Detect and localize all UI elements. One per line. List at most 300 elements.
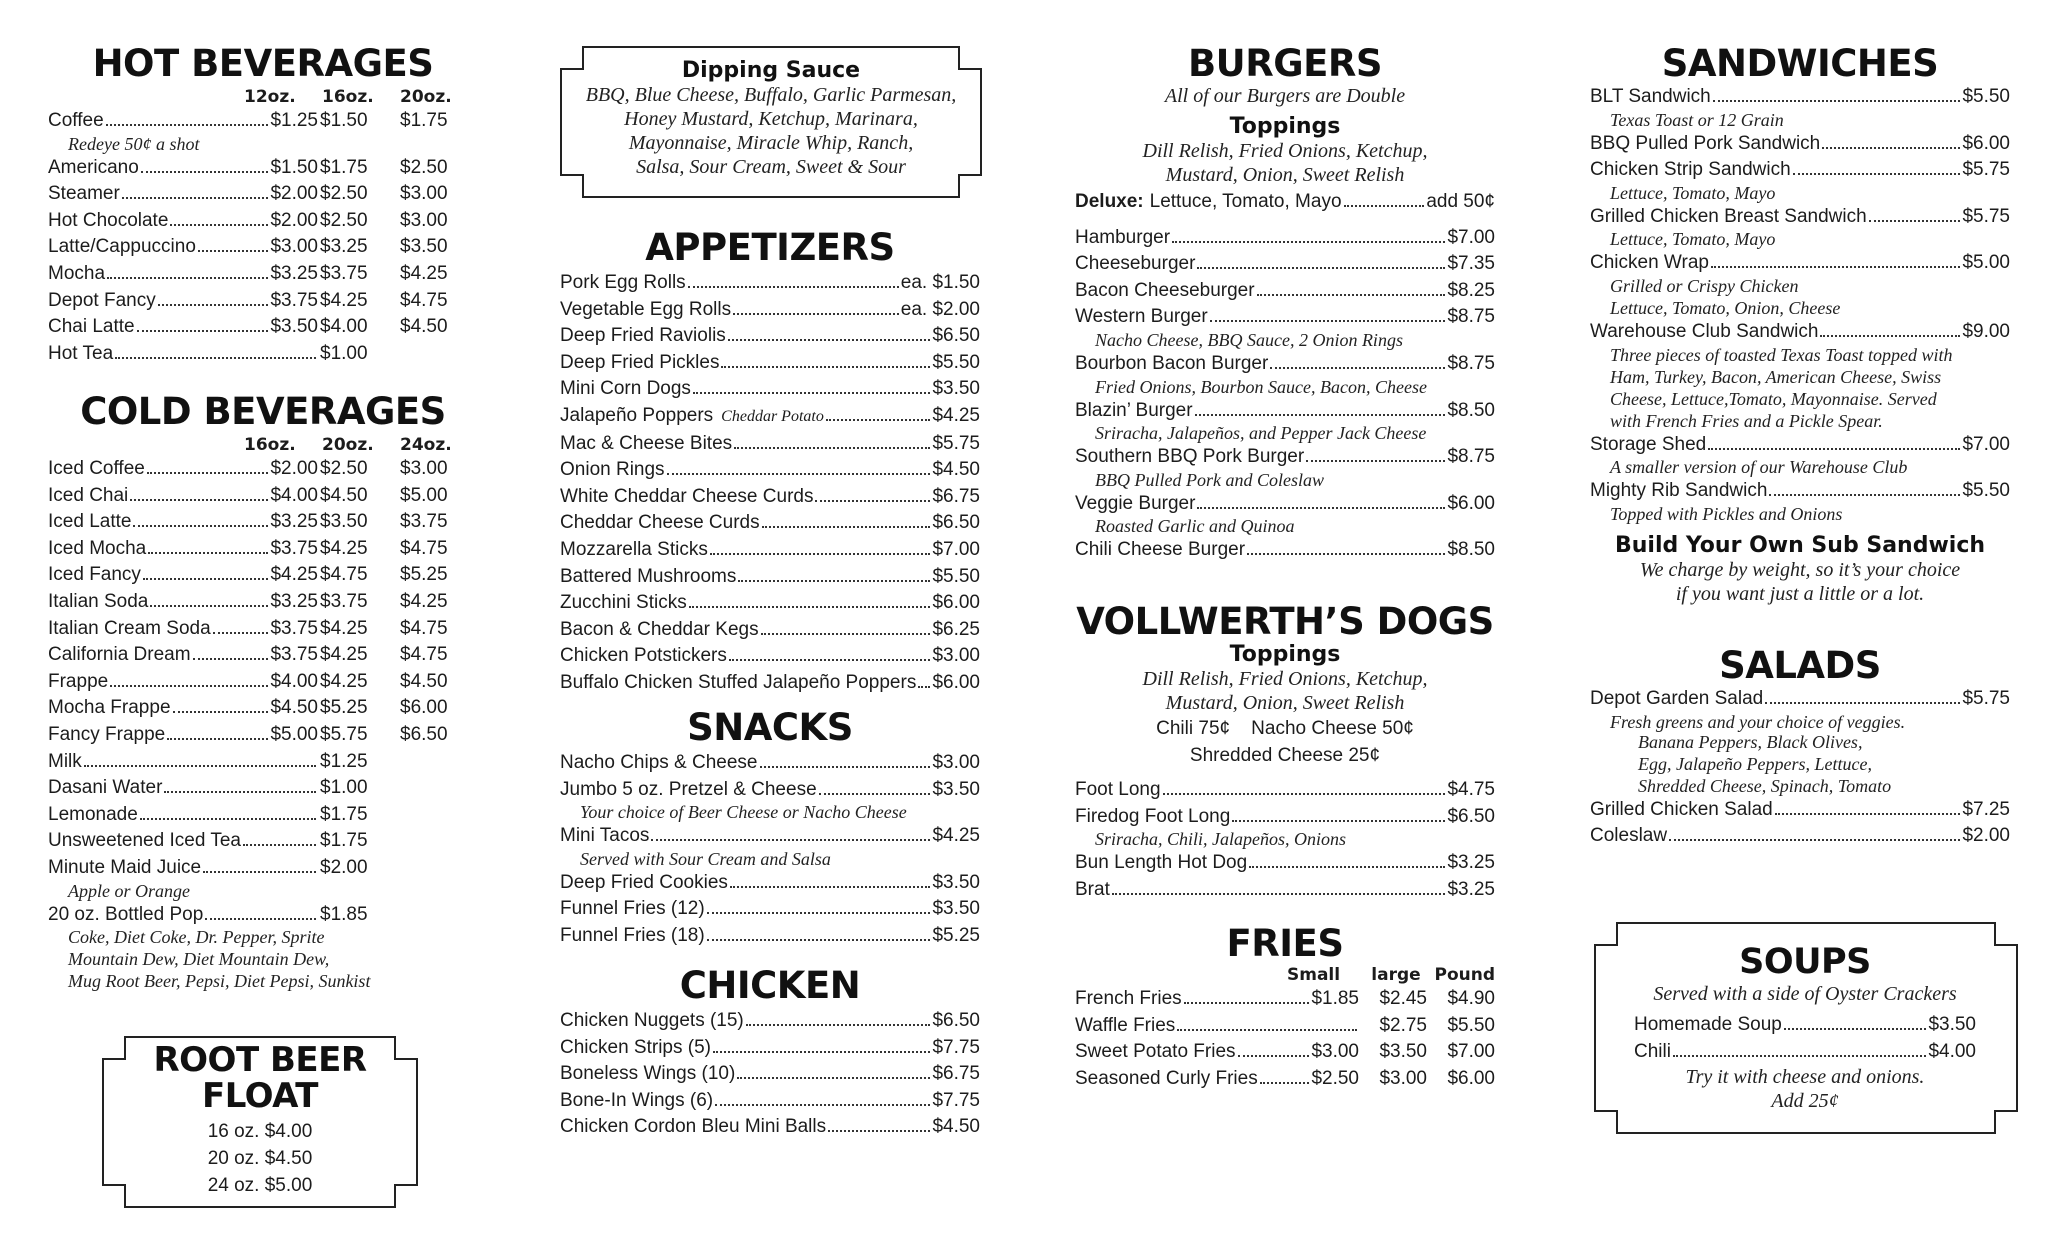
item-note: A smaller version of our Warehouse Club [1610, 457, 1908, 478]
dot-leader [1249, 866, 1445, 868]
dot-leader [106, 124, 269, 126]
item-name: Minute Maid Juice [48, 856, 202, 878]
menu-item [1590, 478, 2010, 505]
item-note: Apple or Orange [68, 880, 190, 901]
item-name: Coffee [48, 110, 104, 131]
menu-item [560, 484, 980, 511]
menu-item [560, 376, 980, 403]
dot-leader [918, 686, 930, 688]
item-price-size-1: $3.50 [270, 316, 318, 338]
dot-leader [737, 1077, 930, 1079]
item-name: Sweet Potato Fries [1075, 1041, 1236, 1063]
chicken-title: CHICKEN [679, 964, 861, 1007]
item-price-size-2: $1.75 [320, 803, 368, 825]
menu-item [560, 323, 980, 350]
menu-item [1075, 398, 1495, 425]
menu-item [1590, 131, 2010, 158]
salads-title: SALADS [1719, 644, 1881, 687]
item-name: Chicken Strip Sandwich [1590, 159, 1791, 181]
dipping-sauce-line: Honey Mustard, Ketchup, Marinara, [624, 108, 918, 130]
menu-item [48, 669, 478, 696]
menu-item [48, 722, 478, 749]
soups-title: SOUPS [1739, 942, 1871, 982]
item-price: $5.75 [932, 432, 980, 454]
dogs-list [1075, 777, 1495, 903]
item-price-size-3: $4.75 [400, 289, 448, 311]
dot-leader [1184, 1002, 1310, 1004]
item-name: Chicken Wrap [1590, 252, 1709, 274]
item-name: Fancy Frappe [48, 723, 166, 745]
dot-leader [150, 605, 268, 607]
menu-item [48, 456, 478, 483]
menu-item [1075, 986, 1495, 1013]
menu-item [560, 537, 980, 564]
item-price-size-1: $3.25 [270, 262, 318, 284]
item-price-size-2: $4.25 [320, 644, 368, 666]
item-price-size-2: $4.25 [320, 670, 368, 692]
item-price-size-1: $3.75 [270, 617, 318, 639]
item-name: Nacho Chips & Cheese [560, 752, 758, 773]
float-size-line: 24 oz. $5.00 [207, 1175, 313, 1196]
dot-leader [137, 330, 269, 332]
item-note: Texas Toast or 12 Grain [1610, 109, 1784, 130]
item-name: Homemade Soup [1634, 1014, 1782, 1035]
item-name: Latte/Cappuccino [48, 236, 196, 258]
item-price: $6.00 [1447, 492, 1495, 514]
menu-item [1075, 304, 1495, 331]
fries-list [1075, 986, 1495, 1092]
fries-title: FRIES [1226, 922, 1344, 965]
item-name: Coleslaw [1590, 825, 1668, 847]
soups-subtitle: Served with a side of Oyster Crackers [1653, 983, 1957, 1005]
item-price-size-2: $2.50 [320, 458, 368, 479]
menu-item [1075, 1039, 1495, 1066]
item-price: $7.35 [1447, 253, 1495, 275]
menu-item [560, 643, 980, 670]
dot-leader [1163, 793, 1446, 795]
item-price: $3.25 [1447, 878, 1495, 900]
menu-item [560, 870, 980, 897]
item-name: Blazin’ Burger [1075, 399, 1193, 421]
item-name: Iced Fancy [48, 564, 141, 586]
dot-leader [826, 419, 931, 421]
size-label: Small [1287, 965, 1341, 985]
item-price: $8.75 [1447, 352, 1495, 374]
appetizers-title: APPETIZERS [645, 226, 895, 269]
item-price: $5.50 [932, 351, 980, 373]
item-note: Redeye 50¢ a shot [68, 133, 200, 154]
menu-item [1075, 804, 1495, 831]
item-price: $7.75 [932, 1036, 980, 1058]
dot-leader [115, 357, 316, 359]
item-price-size-3: $4.75 [400, 644, 448, 666]
menu-item [1590, 823, 2010, 850]
dot-leader [738, 580, 930, 582]
item-price: ea. $2.00 [900, 298, 980, 320]
item-name: Bacon & Cheddar Kegs [560, 618, 759, 640]
size-label: Pound [1434, 965, 1495, 985]
root-beer-float-title-1: ROOT BEER [153, 1040, 367, 1080]
dot-leader [651, 839, 930, 841]
deluxe-label: Deluxe: [1075, 191, 1144, 212]
item-price-size-3: $3.00 [400, 458, 448, 479]
item-price: $6.50 [932, 1010, 980, 1031]
menu-item [1590, 319, 2010, 346]
item-price-size-1: $3.25 [270, 511, 318, 533]
menu-item [560, 1061, 980, 1088]
item-price-size-1: $1.85 [1311, 988, 1359, 1009]
item-price-size-2: $2.00 [320, 856, 368, 878]
dipping-sauce-line: Mayonnaise, Miracle Whip, Ranch, [628, 132, 914, 154]
dot-leader [133, 525, 268, 527]
item-name: Onion Rings [560, 459, 665, 481]
item-price: $5.50 [1962, 480, 2010, 502]
item-price-size-1: $4.00 [270, 670, 318, 692]
item-price-size-2: $2.75 [1379, 1014, 1427, 1036]
dot-leader [164, 791, 316, 793]
item-name: Iced Chai [48, 484, 129, 506]
deluxe-price: add 50¢ [1426, 191, 1495, 212]
item-price-size-3: $4.75 [400, 537, 448, 559]
item-note: Fried Onions, Bourbon Sauce, Bacon, Cheese [1095, 376, 1427, 397]
item-price-size-3: $6.00 [1447, 1067, 1495, 1089]
item-price: $5.00 [1962, 252, 2010, 274]
menu-item [48, 234, 478, 261]
item-name: Storage Shed [1590, 433, 1707, 455]
item-price-size-2: $1.00 [320, 777, 368, 799]
item-name: Funnel Fries (12) [560, 898, 705, 920]
cold-beverages-list [48, 456, 478, 992]
dot-leader [107, 277, 268, 279]
menu-item [1590, 797, 2010, 824]
item-note: Roasted Garlic and Quinoa [1095, 516, 1295, 537]
item-price: $9.00 [1962, 320, 2010, 342]
dot-leader [158, 304, 269, 306]
menu-item [1075, 850, 1495, 877]
dot-leader [713, 1051, 930, 1053]
item-note: Fresh greens and your choice of veggies. [1610, 711, 1906, 732]
item-name: Deep Fried Pickles [560, 351, 720, 373]
item-name: Depot Fancy [48, 289, 156, 311]
dot-leader [761, 633, 931, 635]
item-name: Frappe [48, 670, 109, 692]
item-note: Grilled or Crispy Chicken Lettuce, Tomato, Onion, Cheese [1610, 275, 1841, 318]
menu-item [560, 457, 980, 484]
item-name: Bone-In Wings (6) [560, 1089, 714, 1111]
dot-leader [762, 526, 931, 528]
build-sub-line: if you want just a little or a lot. [1675, 582, 1925, 605]
item-price-size-1: $2.50 [1311, 1067, 1359, 1089]
menu-item [1075, 225, 1495, 252]
item-price: $6.00 [932, 671, 980, 693]
item-price-size-1: $2.00 [270, 209, 318, 231]
item-note: Topped with Pickles and Onions [1610, 503, 1843, 524]
menu-item [48, 775, 478, 802]
item-price-size-2: $4.25 [320, 289, 368, 311]
dot-leader [1195, 414, 1446, 416]
soups-note: Add 25¢ [1771, 1090, 1839, 1113]
item-name: California Dream [48, 644, 191, 666]
dot-leader [1270, 367, 1445, 369]
item-name: Chai Latte [48, 316, 135, 338]
item-price: $7.00 [1962, 433, 2010, 455]
float-size-line: 20 oz. $4.50 [207, 1148, 313, 1169]
item-price: $5.75 [1962, 205, 2010, 227]
dot-leader [243, 844, 316, 846]
item-name: Chili [1634, 1040, 1671, 1062]
menu-item [1075, 251, 1495, 278]
item-price: $3.50 [932, 778, 980, 800]
item-name: Deep Fried Cookies [560, 871, 728, 893]
item-price: $6.50 [932, 325, 980, 347]
dot-leader [1822, 147, 1960, 149]
item-price: $3.50 [932, 871, 980, 893]
dot-leader [746, 1024, 931, 1026]
item-price-size-1: $2.00 [270, 458, 318, 479]
item-price-size-1: $3.00 [270, 236, 318, 258]
menu-item [1590, 686, 2010, 713]
menu-item [48, 695, 478, 722]
dot-leader [728, 339, 931, 341]
menu-item [1590, 84, 2010, 111]
item-price-size-2: $1.00 [320, 342, 368, 364]
item-name: Iced Coffee [48, 458, 145, 479]
dog-toppings-line: Dill Relish, Fried Onions, Ketchup, [1142, 668, 1428, 690]
dot-leader [760, 766, 931, 768]
menu-item [560, 750, 980, 777]
item-price-size-2: $2.50 [320, 183, 368, 205]
item-name: Chicken Cordon Bleu Mini Balls [560, 1116, 827, 1138]
item-price: $5.75 [1962, 688, 2010, 709]
hot-beverages-list [48, 108, 478, 367]
chicken-list [560, 1008, 980, 1141]
item-price-size-2: $5.75 [320, 723, 368, 745]
item-price-size-1: $2.00 [270, 183, 318, 205]
item-price: $7.00 [932, 538, 980, 560]
item-name: Jalapeño Poppers [560, 404, 714, 426]
item-price: $8.50 [1447, 539, 1495, 561]
menu-item [560, 350, 980, 377]
item-name: Grilled Chicken Breast Sandwich [1590, 205, 1867, 227]
item-price-size-2: $1.50 [320, 110, 368, 131]
snacks-list [560, 750, 980, 950]
item-price-size-3: $4.50 [400, 670, 448, 692]
dog-extras-line: Chili 75¢ Nacho Cheese 50¢ [1156, 718, 1414, 739]
item-note: Nacho Cheese, BBQ Sauce, 2 Onion Rings [1095, 329, 1403, 350]
item-price: $4.75 [1447, 779, 1495, 800]
item-name: Deep Fried Raviolis [560, 325, 726, 347]
dot-leader [205, 918, 316, 920]
item-name: Depot Garden Salad [1590, 688, 1764, 709]
menu-item [48, 902, 478, 929]
item-price: $8.25 [1447, 279, 1495, 301]
item-note: Your choice of Beer Cheese or Nacho Cheese [580, 802, 907, 823]
item-name: Jumbo 5 oz. Pretzel & Cheese [560, 778, 817, 800]
item-note: Served with Sour Cream and Salsa [580, 848, 831, 869]
menu-item [48, 855, 478, 882]
item-price-size-2: $2.50 [320, 209, 368, 231]
menu-item [48, 483, 478, 510]
dot-leader [693, 392, 931, 394]
item-name: Lemonade [48, 803, 138, 825]
item-name: Brat [1075, 878, 1110, 900]
menu-item [48, 208, 478, 235]
menu-item [560, 564, 980, 591]
menu-item [560, 403, 980, 431]
menu-item [560, 297, 980, 324]
size-label: 20oz. [400, 87, 452, 107]
menu-item [1590, 157, 2010, 184]
dot-leader [828, 1130, 930, 1132]
dot-leader [1172, 241, 1445, 243]
deluxe-text: Lettuce, Tomato, Mayo [1149, 191, 1342, 212]
menu-item [48, 828, 478, 855]
item-note: Lettuce, Tomato, Mayo [1610, 182, 1776, 203]
menu-item [48, 314, 478, 341]
item-name: Mighty Rib Sandwich [1590, 480, 1768, 502]
cold-beverages-size-header [48, 434, 478, 456]
dot-leader [1769, 494, 1960, 496]
item-name: White Cheddar Cheese Curds [560, 485, 814, 507]
item-name: Hamburger [1075, 226, 1171, 248]
dot-leader [1820, 335, 1960, 337]
menu-item [1590, 432, 2010, 459]
dot-leader [84, 765, 316, 767]
item-price-size-1: $3.75 [270, 289, 318, 311]
dot-leader [148, 552, 268, 554]
dot-leader [707, 912, 931, 914]
item-name: Pork Egg Rolls [560, 272, 686, 293]
item-name: Chicken Potstickers [560, 645, 727, 667]
item-price-size-1: $4.50 [270, 697, 318, 719]
build-sub-line: We charge by weight, so it’s your choice [1639, 558, 1961, 581]
dipping-sauce-title: Dipping Sauce [681, 58, 861, 83]
item-name: BLT Sandwich [1590, 86, 1711, 107]
menu-item [560, 1008, 980, 1035]
size-label: 24oz. [400, 435, 452, 455]
menu-item [1075, 351, 1495, 378]
soups-box [1594, 922, 2018, 1134]
dot-leader [213, 632, 269, 634]
root-beer-float-box [102, 1036, 418, 1208]
item-price-size-1: $3.75 [270, 644, 318, 666]
item-name: Chicken Strips (5) [560, 1036, 711, 1058]
dot-leader [1177, 1029, 1357, 1031]
item-price-size-2: $1.85 [320, 903, 368, 925]
dot-leader [1247, 553, 1445, 555]
dot-leader [141, 171, 269, 173]
item-name: Buffalo Chicken Stuffed Jalapeño Poppers [560, 671, 917, 693]
item-note: Banana Peppers, Black Olives, Egg, Jalapeño Peppers, Lettuce, Shredded Cheese, Spinach, Tomato [1638, 731, 1892, 796]
item-price: ea. $1.50 [900, 272, 980, 293]
item-price-size-1: $1.50 [270, 156, 318, 178]
dot-leader [1112, 893, 1446, 895]
dot-leader [1197, 507, 1445, 509]
item-name: Warehouse Club Sandwich [1590, 320, 1819, 342]
menu-item [1075, 491, 1495, 518]
menu-item [1634, 1012, 1976, 1039]
item-price-size-1: $3.25 [270, 590, 318, 612]
dogs-title: VOLLWERTH’S DOGS [1076, 600, 1494, 643]
dot-leader [203, 871, 316, 873]
item-name: 20 oz. Bottled Pop [48, 903, 204, 925]
item-price-size-2: $4.25 [320, 617, 368, 639]
item-name: Chili Cheese Burger [1075, 539, 1246, 561]
dot-leader [734, 447, 930, 449]
item-price-size-2: $3.25 [320, 236, 368, 258]
menu-item [560, 431, 980, 458]
item-price-size-3: $2.50 [400, 156, 448, 178]
item-price-size-3: $5.25 [400, 564, 448, 586]
menu-item [48, 341, 478, 368]
build-sub-title: Build Your Own Sub Sandwich [1614, 532, 1986, 558]
dot-leader [1708, 448, 1960, 450]
item-price: $4.25 [932, 404, 980, 426]
item-name: Funnel Fries (18) [560, 924, 705, 946]
item-price-size-2: $3.75 [320, 590, 368, 612]
dot-leader [1238, 1055, 1310, 1057]
item-price: $6.50 [932, 512, 980, 534]
item-name: Boneless Wings (10) [560, 1063, 736, 1085]
dot-leader [1793, 173, 1961, 175]
menu-item [1075, 1013, 1495, 1040]
item-price-size-1: $3.75 [270, 537, 318, 559]
menu-item [48, 749, 478, 776]
item-price-size-3: $6.50 [400, 723, 448, 745]
menu-item [48, 181, 478, 208]
menu-item [1075, 444, 1495, 471]
dot-leader [193, 658, 269, 660]
menu-item [560, 777, 980, 804]
dot-leader [729, 659, 931, 661]
item-name: Mocha [48, 262, 106, 284]
burgers-title: BURGERS [1187, 42, 1383, 85]
item-price-size-2: $4.50 [320, 484, 368, 506]
dot-leader [1713, 100, 1961, 102]
item-name: BBQ Pulled Pork Sandwich [1590, 132, 1821, 154]
item-price: $6.50 [1447, 805, 1495, 827]
item-price: $8.50 [1447, 399, 1495, 421]
sandwiches-title: SANDWICHES [1661, 42, 1939, 85]
item-price-size-1: $1.25 [270, 110, 318, 131]
dot-leader [721, 366, 930, 368]
dog-toppings-line: Mustard, Onion, Sweet Relish [1165, 692, 1405, 714]
fries-size-header [1075, 964, 1495, 986]
dot-leader [819, 793, 931, 795]
size-label: 16oz. [244, 435, 296, 455]
item-price: $8.75 [1447, 306, 1495, 328]
item-price-size-1: $5.00 [270, 723, 318, 745]
item-price: $4.25 [932, 825, 980, 847]
burger-toppings-line: Mustard, Onion, Sweet Relish [1165, 164, 1405, 186]
item-note: Sriracha, Chili, Jalapeños, Onions [1095, 829, 1346, 850]
item-price-size-2: $3.50 [320, 511, 368, 533]
dot-leader [110, 685, 268, 687]
menu-item [560, 617, 980, 644]
item-price-size-2: $3.75 [320, 262, 368, 284]
item-name: Grilled Chicken Salad [1590, 798, 1773, 820]
item-name: Bourbon Bacon Burger [1075, 352, 1269, 374]
item-price: $3.25 [1447, 852, 1495, 874]
burger-toppings-line: Dill Relish, Fried Onions, Ketchup, [1142, 140, 1428, 162]
dot-leader [715, 1104, 930, 1106]
soups-note: Try it with cheese and onions. [1685, 1066, 1925, 1089]
item-name: Veggie Burger [1075, 492, 1196, 514]
menu-item [1075, 537, 1495, 564]
item-name: Foot Long [1075, 779, 1161, 800]
item-price: $5.75 [1962, 159, 2010, 181]
dot-leader [170, 224, 268, 226]
